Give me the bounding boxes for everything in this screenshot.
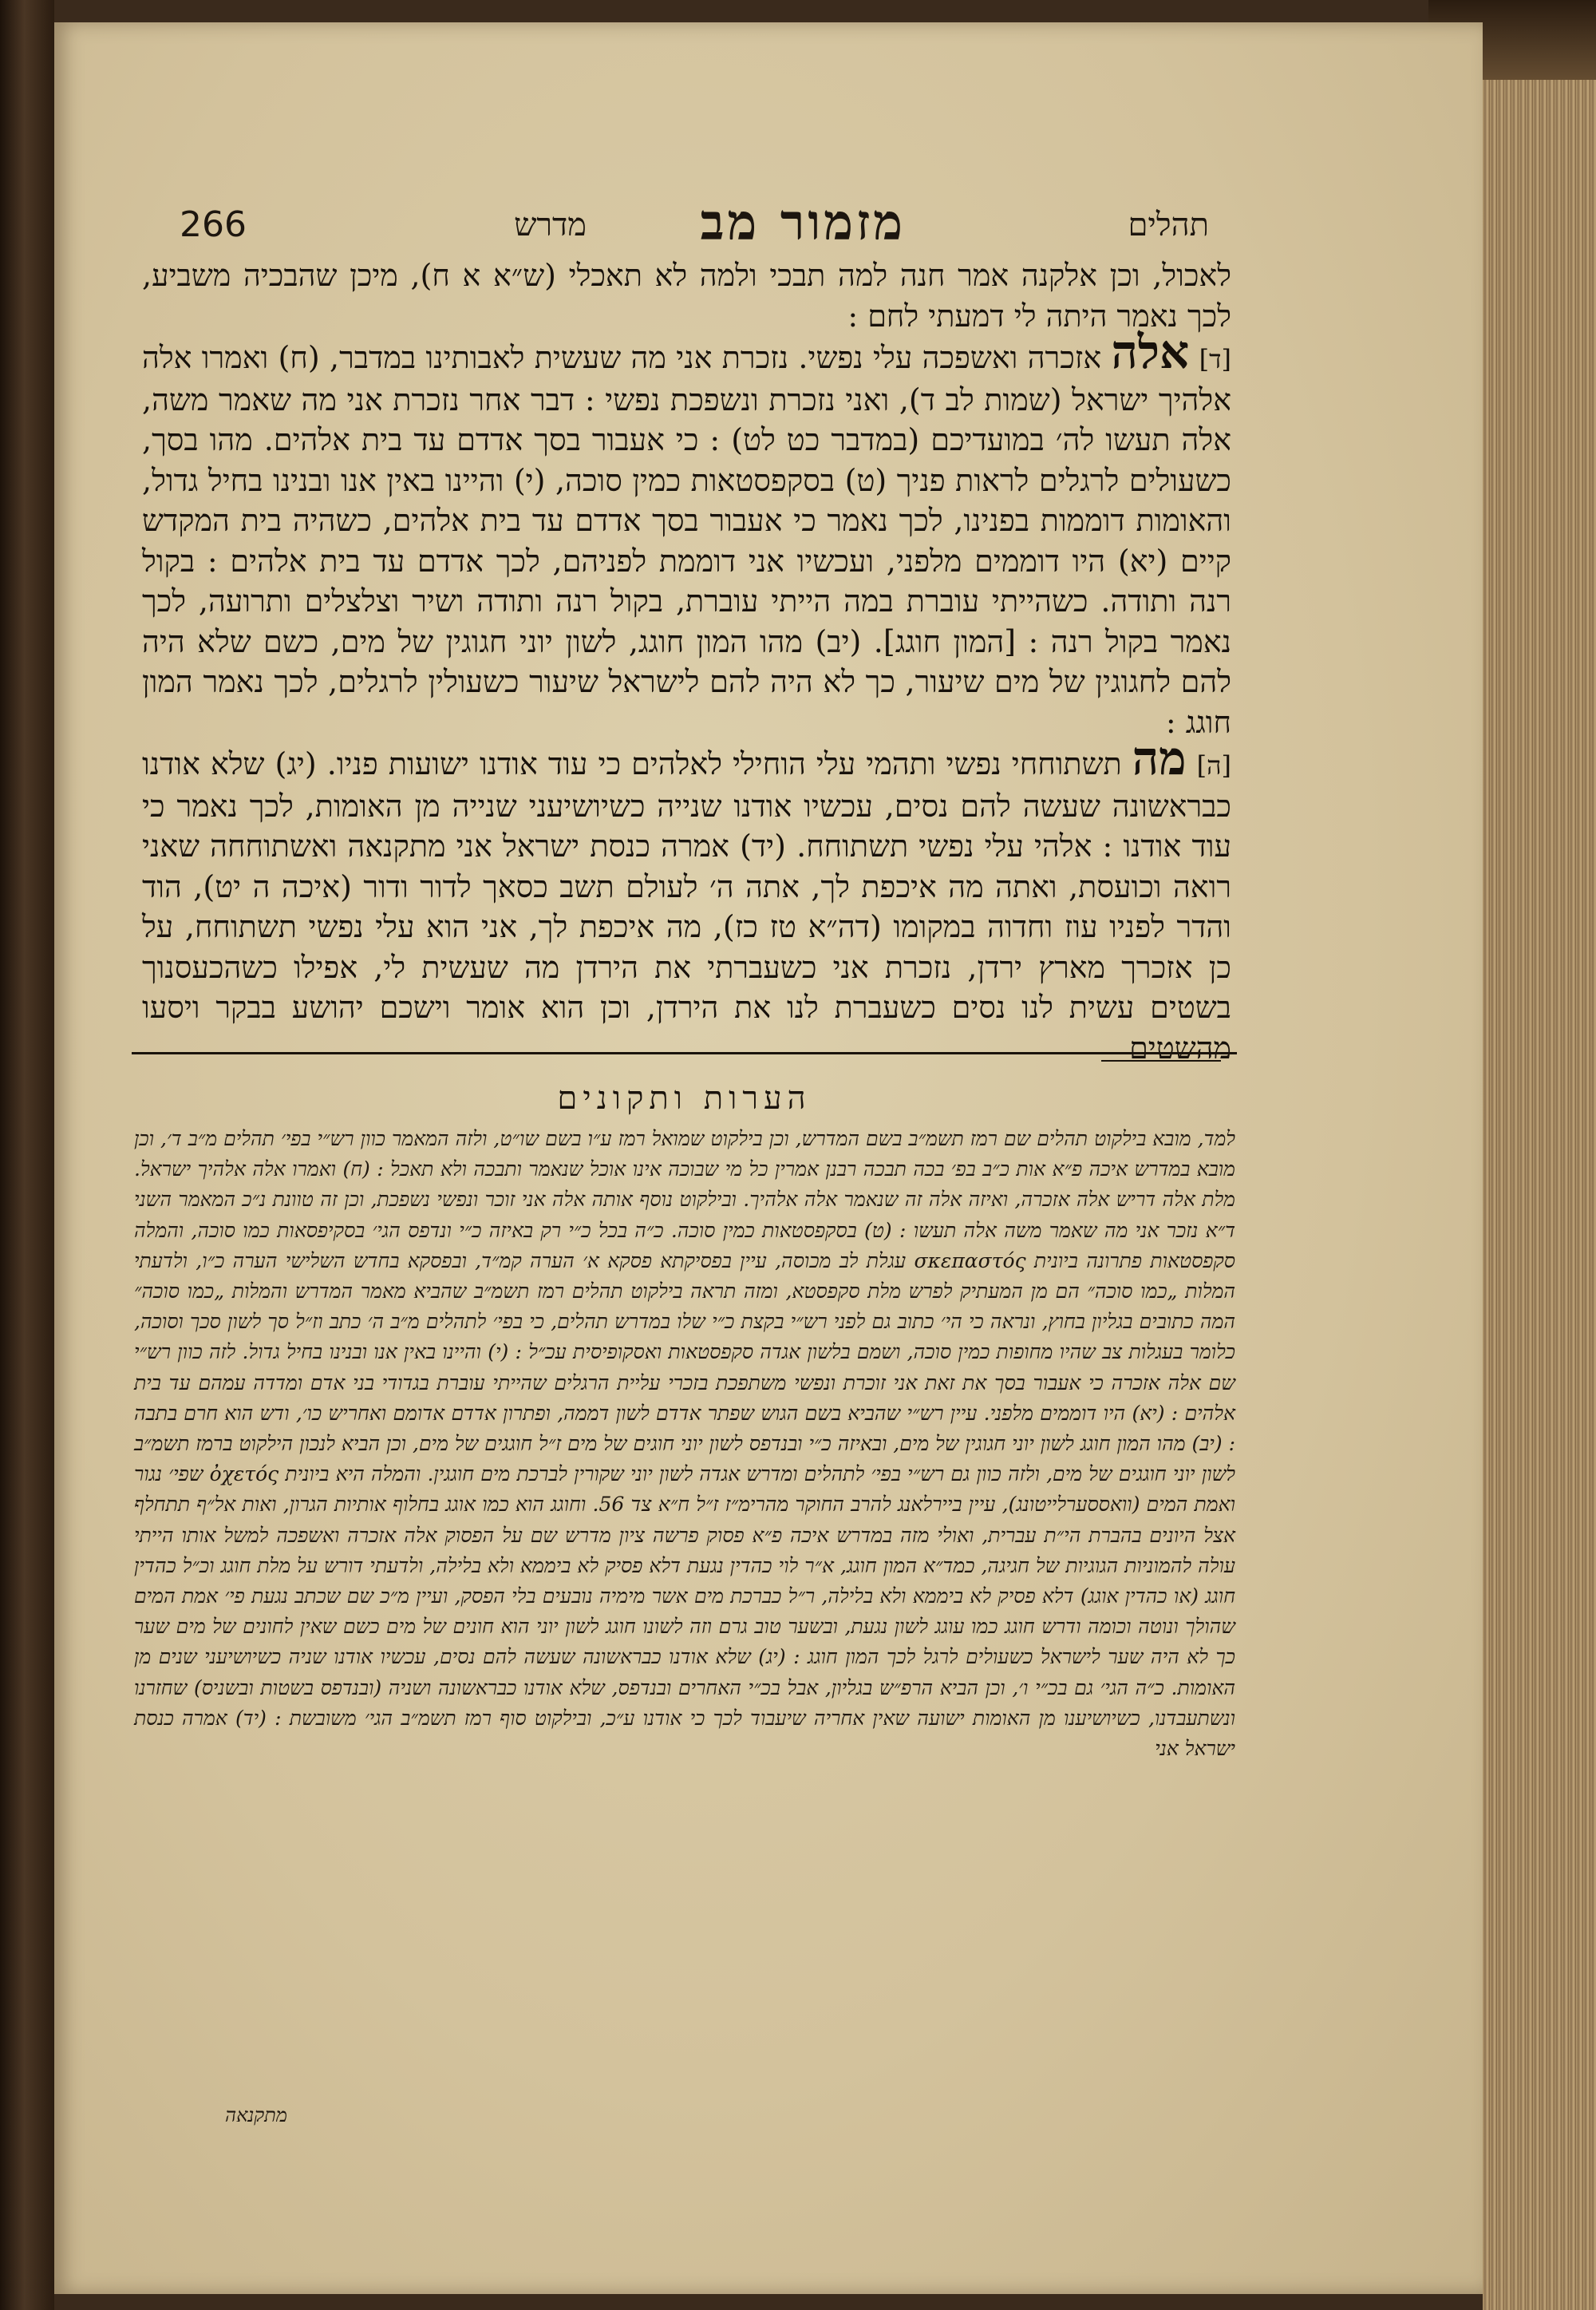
facing-page-edge [0,0,54,2310]
divider-rule-short [1101,1060,1221,1062]
main-text [142,255,1231,1068]
paragraph-3 [142,731,1231,1068]
divider-rule [132,1052,1237,1054]
opening-word-mah: מה [1132,731,1187,785]
page-number: 266 [180,204,247,245]
opening-word-eleh: אלה [1111,325,1190,379]
section-marker-5: [ה] [1196,750,1231,781]
notes-paragraph: למד, מובא בילקוט תהלים שם רמז תשמ״ב בשם המדרש, וכן בילקוט שמואל רמז ע״ו בשם שו״ט, ולזה המאמר כוון רש״י בפי׳ תהלים מ״ב ד׳, וכן מובא במדרש איכה פ״א אות כ״ב בפ׳ בכה תבכה רבנן אמרין כל מי שבוכה אינו אוכל שנאמר ותבכה ולא תאכל : (ח) ואמרו אלה אלהיך ישראל. מלת אלה דריש אלה אזכרה, ואיזה אלה זה שנאמר אלה אלהיך. ובילקוט נוסף אותה אלה אני זוכר ונפשי נשפכת, וכן זה טוונת נ״כ המאמר השני ד״א נזכר אני מה שאמר משה אלה תעשו : (ט) בסקפסטאות כמין סוכה. כ״ה בכל כ״י רק באיזה כ״י ונדפס הגי׳ בסקיפסאות כמו סוכה, והמלה סקפסטאות פתרונה ביונית σκεπαστός עגלת לב מכוסה, עיין בפסיקתא פסקא א׳ הערה קמ״ד, ובפסקא בחדש השלישי הערה כ״ו, ולדעתי המלות „כמו סוכה״ הם מן המעתיק לפרש מלת סקפסטא, ומזה תראה בילקוט תהלים רמז תשמ״ב שהביא מאמר המדרש והמלות „כמו סוכה״ המה כתובים בגליון בחוץ, ונראה כי הי׳ כתוב גם לפני רש״י בקצת כ״י שלו במדרש תהלים, כי בפי׳ לתהלים מ״ב ה׳ כתב וז״ל סך לשון סכך וסוכה, כלומר בעגלות צב שהיו מחופות כמין סוכה, ושמם בלשון אגדה סקפסטאות ואסקופיסית עכ״ל : (י) והיינו באין אנו ובנינו בחיל גדול. לזה כוון רש״י שם אלה אזכרה כי אעבור בסך את זאת אני זוכרת ונפשי משתפכת בזכרי עליית הרגלים שהייתי עוברת בגדודי בני אדם ומדדה עמהם עד בית אלהים : (יא) היו דוממים מלפני. עיין רש״י שהביא בשם הגוש שפתר אדדם לשון דממה, ופתרון אדדם אדומם ואחריש כו׳, ודש הוא חרם בתבה : (יב) מהו המון חוגג לשון יוני חגוגין של מים, ובאיזה כ״י ובנדפס לשון יוני חוגים של מים ז״ל חוגגים של מים, וכן הביא לנכון הילקוט ברמז תשמ״ב לשון יוני חוגגים של מים, ולזה כוון גם רש״י בפי׳ לתהלים ומדרש אגדה לשון יוני שקורין לברכת מים חוגגין. והמלה היא ביונית ὀχετός שפי׳ נגור ואמת המים (וואססערלייטונג), עיין ביירלאנג להרב החוקר מהרימ״ז ז״ל ח״א צד 56. וחוגג הוא כמו אוגג בחלוף אותיות הגרון, ואות אל״ף תתחלף אצל היונים בהברת הי״ת עברית, ואולי מזה במדרש איכה פ״א פסוק פרשה ציון מדרש שם על הפסוק אלה אזכרה ואשפכה למשל אותו הייתי עולה להמוניות הגוגיות של חגיגה, כמד״א המון חוגג, א״ר לוי כהדין נגעת דלא פסיק לא ביממא ולא בלילה, ולדעתי דורש על מלת חוגג וכ״ל כהדין חוגג (או כהדין אוגג) דלא פסיק לא ביממא ולא בלילה, ר״ל כברכת מים אשר מימיה נובעים בלי הפסק, ועיין מ״כ שם שכתב נגעת פי׳ אמת המים שהולך ונוטה וכומה ודרש חוגג כמו עוגג לשון נגעת, ובשער טוב גרם וזה לשונו חוגג לשון יוני הוא חונים של מים כשם שאין לחונים של מים שער כך לא היה שער לישראל כשעולים לרגל לכך המון חוגג : (יג) שלא אודנו כבראשונה שעשה להם נסים, עכשיו אודנו שניה כשיושיעני שנים מן האומות. כ״ה הגי׳ גם בכ״י ו׳, וכן הביא הרפ״ש בגליון, אבל בכ״י האחרים ובנדפס, שלא אודנו כבראשונה ושניה (ובנדפס בשטות ובשניס) שחזרנו ונשתעבדנו, כשיושיענו מן האומות ישועה שאין אחריה שיעבוד לכך כי אודנו ע״כ, ובילקוט סוף רמז תשמ״ב הגי׳ משובשת : (יד) אמרה כנסת ישראל אני [134,1127,1235,1761]
paragraph-2-text: אזכרה ואשפכה עלי נפשי. נזכרת אני מה שעשית לאבותינו במדבר, (ח) ואמרו אלה אלהיך ישראל (שמות לב ד), ואני נזכרת ונשפכת נפשי : דבר אחר נזכרת אני מה שאמר משה, אלה תעשו לה׳ במועדיכם (במדבר כט לט) : כי אעבור בסך אדדם עד בית אלהים. מהו בסך, כשעולים לרגלים לראות פניך (ט) בסקפסטאות כמין סוכה, (י) והיינו באין אנו ובנינו בחיל גדול, והאומות דוממות בפנינו, לכך נאמר כי אעבור בסך אדדם עד בית אלהים, כשהיה בית המקדש קיים (יא) היו דוממים מלפני, ועכשיו אני דוממת לפניהם, לכך אדדם עד בית אלהים : בקול רנה ותודה. כשהייתי עוברת במה הייתי עוברת, בקול רנה ותודה ושיר וצלצלים ותרועה, לכך נאמר בקול רנה : [המון חוגג]. (יב) מהו המון חוגג, לשון יוני חגוגין של מים, כשם שלא היה להם לחגוגין של מים שיעור, כך לא היה להם לישראל שיעור כשעולין לרגלים, לכך נאמר המון חוגג : [142,340,1231,740]
page-edges [1483,80,1596,2310]
section-marker-4: [ד] [1199,344,1231,374]
paragraph-3-text: תשתוחחי נפשי ותהמי עלי הוחילי לאלהים כי עוד אודנו ישועות פניו. (יג) שלא אודנו כבראשונה שעשה להם נסים, עכשיו אודנו שנייה כשיושיעני שנייה מן האומות, לכך נאמר כי עוד אודנו : אלהי עלי נפשי תשתוחח. (יד) אמרה כנסת ישראל אני מתקנאה ואשתוחחה שאני רואה וכועסת, ואתה מה איכפת לך, אתה ה׳ לעולם תשב כסאך לדור ודור (איכה ה יט), הוד והדר לפניו עוז וחדוה במקומו (דה״א טז כז), מה איכפת לך, אני הוא עלי נפשי תשתוחח, על כן אזכרך מארץ ירדן, נזכרת אני כשעברתי את הירדן מה שעשית לי, אפילו כשהכעסנוך בשטים עשית לנו נסים כשעברת לנו את הירדן, וכן הוא אומר וישכם יהושע בבקר ויסעו מהשטים [142,746,1231,1066]
header-book-name: תהלים [1128,207,1209,243]
notes-text [134,1124,1235,1764]
paragraph-1: לאכול, וכן אלקנה אמר חנה למה תבכי ולמה לא תאכלי (ש״א א ח), מיכן שהבכיה משביע, לכך נאמר היתה לי דמעתי לחם : [142,258,1231,334]
header-label: מדרש [514,207,587,243]
header-title: מזמור מב [700,193,906,251]
running-header [180,193,1209,255]
paragraph-2 [142,325,1231,742]
notes-heading: הערות ותקונים [557,1080,812,1117]
catchword: מתקנאה [225,2104,287,2126]
